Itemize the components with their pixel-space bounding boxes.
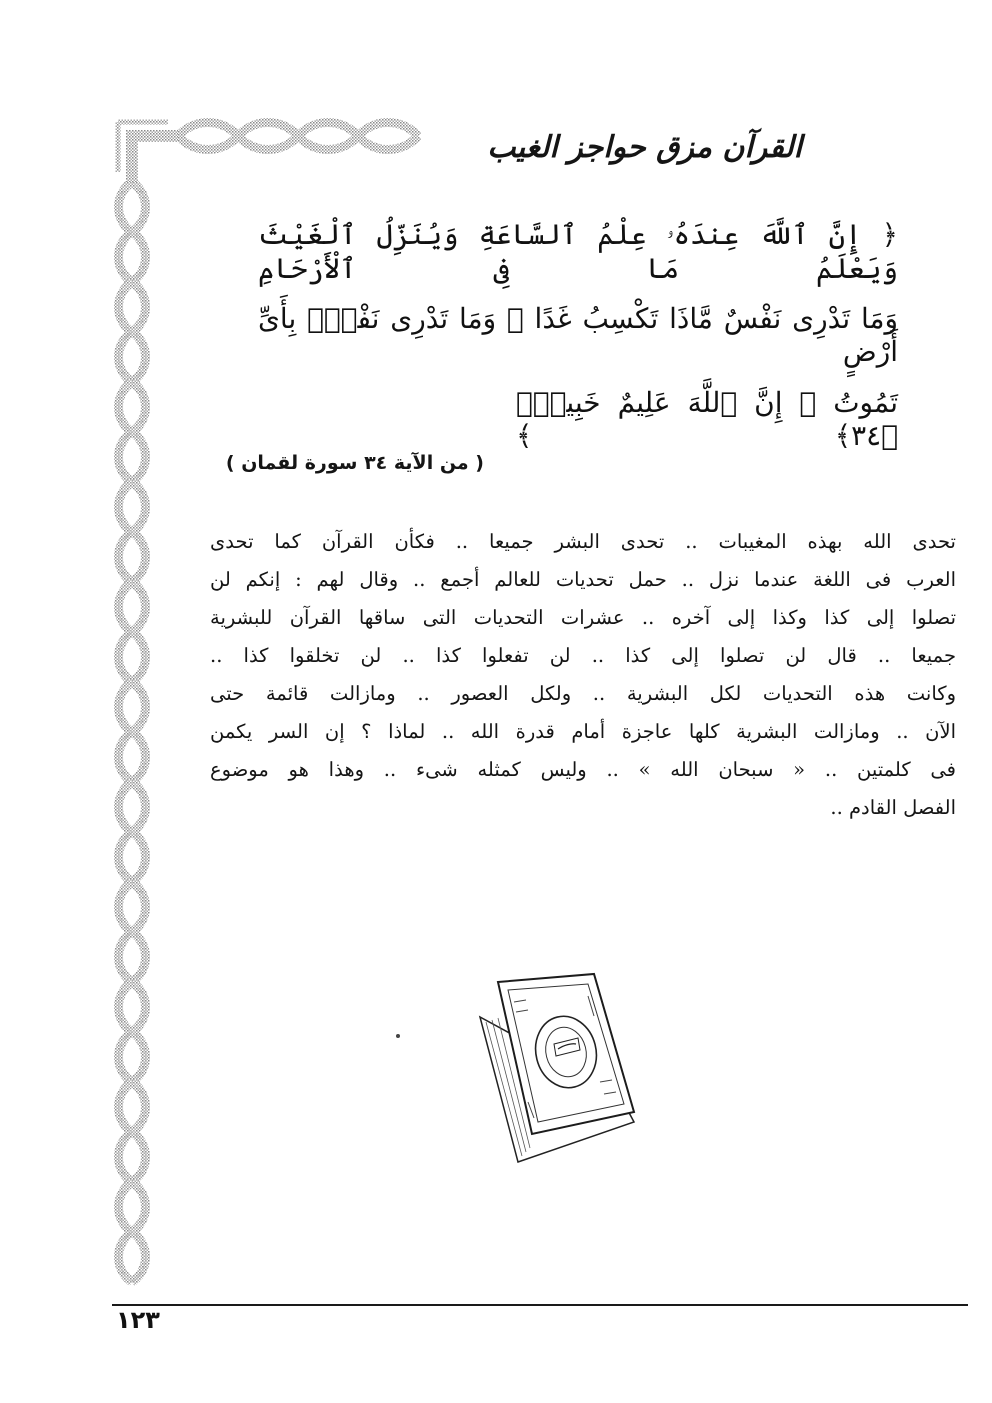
- paragraph-line: الآن .. ومازالت البشرية كلها عاجزة أمام قدرة الله .. لماذا ؟ إن السر يكمن: [210, 720, 956, 743]
- verse-citation: ( من الآية ٣٤ سورة لقمان ): [225, 452, 484, 474]
- paragraph-line: تحدى الله بهذه المغيبات .. تحدى البشر جميعا .. فكأن القرآن كما تحدى: [210, 530, 956, 553]
- paragraph-line: جميعا .. قال لن تصلوا إلى كذا .. لن تفعلوا كذا .. لن تخلقوا كذا ..: [210, 644, 956, 667]
- ink-dot: [396, 1034, 400, 1038]
- page-title: القرآن مزق حواجز الغيب: [487, 130, 802, 165]
- page-number: ١٢٣: [116, 1306, 160, 1334]
- verse-line: ﴿ إِنَّ ٱللَّهَ عِندَهُۥ عِلْمُ ٱلسَّاعَةِ وَيُنَزِّلُ ٱلْغَيْثَ وَيَعْلَمُ مَا فِى ٱلْأَرْحَامِ: [258, 218, 898, 285]
- paragraph-line: العرب فى اللغة عندما نزل .. حمل تحديات للعالم أجمع .. وقال لهم : إنكم لن: [210, 568, 956, 591]
- paragraph-line: وكانت هذه التحديات لكل البشرية .. ولكل العصور .. ومازالت قائمة حتى: [210, 682, 956, 705]
- paragraph-line: تصلوا إلى كذا وكذا إلى آخره .. عشرات التحديات التى ساقها القرآن للبشرية: [210, 606, 956, 629]
- verse-line: وَمَا تَدْرِى نَفْسٌ مَّاذَا تَكْسِبُ غَدًا ۖ وَمَا تَدْرِى نَفْسٌۢ بِأَىِّ أَرْضٍ: [258, 302, 898, 368]
- paragraph-line: فى كلمتين .. « سبحان الله » .. وليس كمثله شىء .. وهذا هو موضوع: [210, 758, 956, 781]
- paragraph-line: الفصل القادم ..: [830, 796, 956, 819]
- footer-rule: [112, 1304, 968, 1306]
- quran-book-illustration: [468, 972, 648, 1172]
- verse-line: تَمُوتُ ۚ إِنَّ ٱللَّهَ عَلِيمٌ خَبِيرٌۢ ﴿٣٤﴾ ﴾: [516, 386, 898, 452]
